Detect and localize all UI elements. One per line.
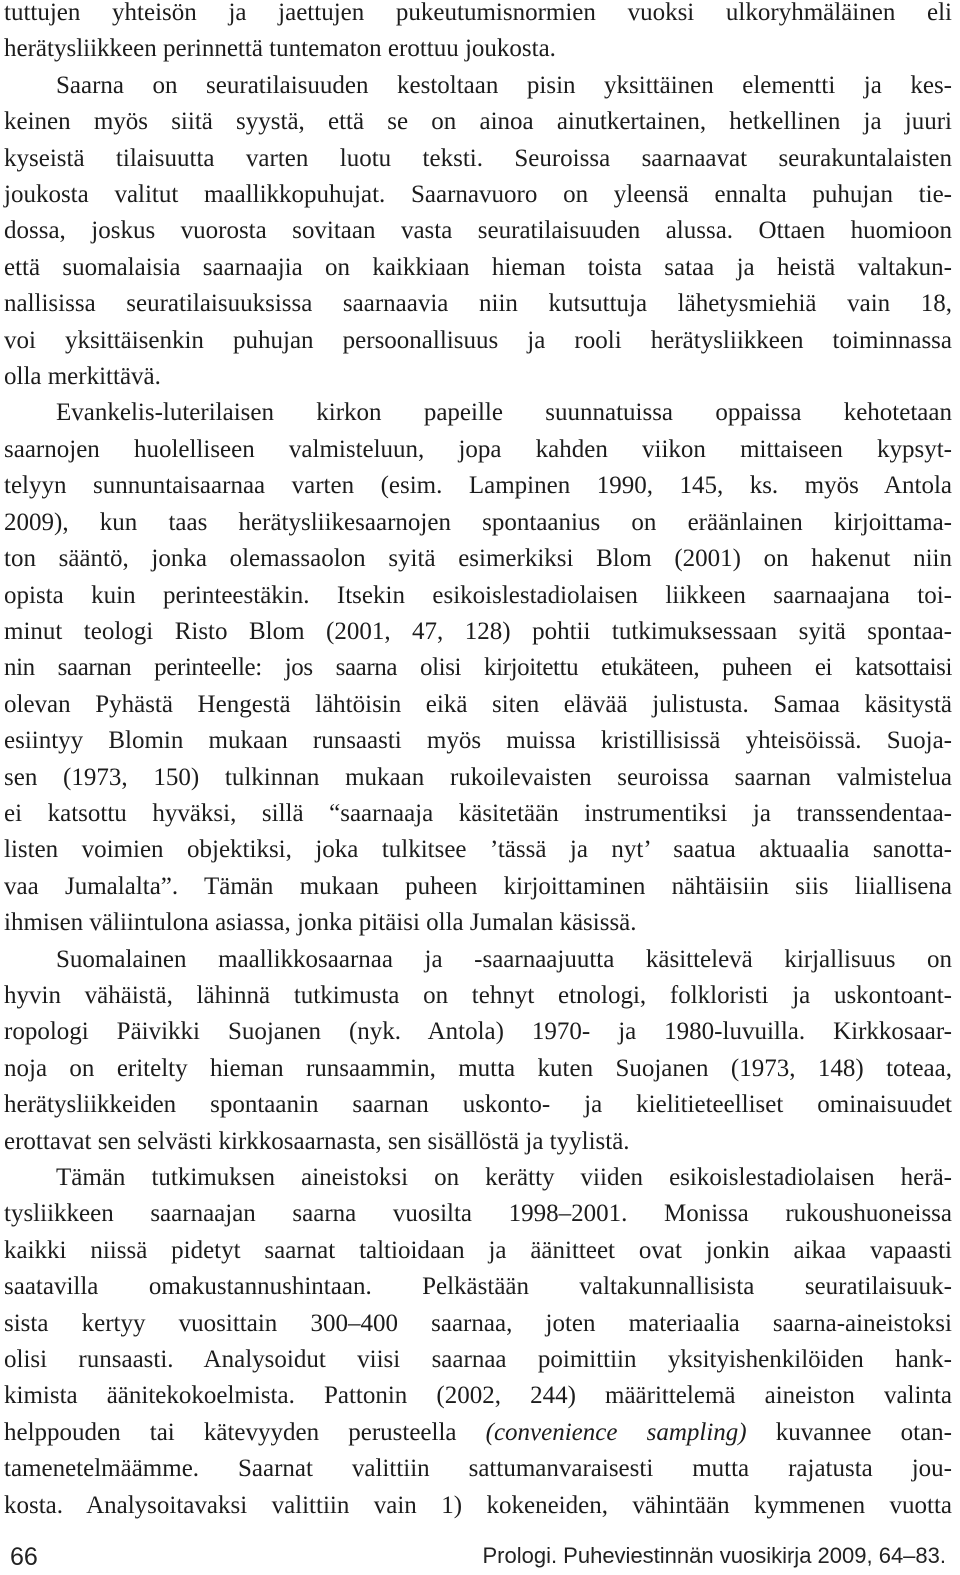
page-footer	[4, 1540, 946, 1570]
text-line: ei katsottu hyväksi, sillä “saarnaaja käsitetään instrumentiksi ja transsendentaa-	[4, 799, 952, 827]
text-line: nin saarnan perinteelle: jos saarna olisi kirjoitettu etukäteen, puheen ei katsottaisi	[4, 654, 952, 682]
text-line: noja on eritelty hieman runsaammin, mutta kuten Suojanen (1973, 148) toteaa,	[4, 1054, 952, 1082]
text-line: nallisissa seuratilaisuuksissa saarnaavia niin kutsuttuja lähetysmiehiä vain 18,	[4, 290, 952, 318]
paragraph-4	[4, 942, 952, 1160]
text-line: voi yksittäisenkin puhujan persoonallisuus ja rooli herätysliikkeen toiminnassa	[4, 326, 952, 354]
text-line: kosta. Analysoitavaksi valittiin vain 1) kokeneiden, vähintään kymmenen vuotta	[4, 1491, 952, 1519]
text-line: herätysliikkeen perinnettä tuntematon erottuu joukosta.	[4, 35, 556, 63]
text-line: vaa Jumalalta”. Tämän mukaan puheen kirjoittaminen nähtäisiin siis liiallisena	[4, 872, 952, 900]
text-fragment: kuvannee otan-	[775, 1418, 952, 1446]
text-line: keinen myös siitä syystä, että se on ainoa ainutkertainen, hetkellinen ja juuri	[4, 108, 952, 136]
text-line: tysliikkeen saarnaajan saarna vuosilta 1998–2001. Monissa rukoushuoneissa	[4, 1200, 952, 1228]
text-line: sen (1973, 150) tulkinnan mukaan rukoilevaisten seuroissa saarnan valmistelua	[4, 763, 952, 791]
text-line: kaikki niissä pidetyt saarnat taltioidaan ja äänitteet ovat jonkin aikaa vapaasti	[4, 1236, 952, 1264]
text-line: tamenetelmäämme. Saarnat valittiin sattumanvaraisesti mutta rajatusta jou-	[4, 1455, 952, 1483]
text-line: joukosta valitut maallikkopuhujat. Saarnavuoro on yleensä ennalta puhujan tie-	[4, 181, 952, 209]
text-line: että suomalaisia saarnaajia on kaikkiaan hieman toista sataa ja heistä valtakun-	[4, 253, 952, 281]
text-line: telyyn sunnuntaisaarnaa varten (esim. Lampinen 1990, 145, ks. myös Antola	[4, 472, 952, 500]
text-fragment: helppouden tai kätevyyden perusteella	[4, 1418, 457, 1446]
text-line: Evankelis-luterilaisen kirkon papeille suunnatuissa oppaissa kehotetaan	[56, 399, 952, 427]
text-line: ropologi Päivikki Suojanen (nyk. Antola) 1970- ja 1980-luvuilla. Kirkkosaar-	[4, 1018, 952, 1046]
text-line: 2009), kun taas herätysliikesaarnojen spontaanius on eräänlainen kirjoittama-	[4, 508, 952, 536]
page-number: 66	[10, 1543, 38, 1571]
text-line: kimista äänitekokoelmista. Pattonin (2002, 244) määrittelemä aineiston valinta	[4, 1382, 952, 1410]
text-line: dossa, joskus vuorosta sovitaan vasta seuratilaisuuden alussa. Ottaen huomioon	[4, 217, 952, 245]
text-line: erottavat sen selvästi kirkkosaarnasta, sen sisällöstä ja tyylistä.	[4, 1127, 630, 1155]
text-line: sista kertyy vuosittain 300–400 saarnaa, joten materiaalia saarna-aineistoksi	[4, 1309, 952, 1337]
paragraph-1	[4, 0, 952, 68]
text-line: saatavilla omakustannushintaan. Pelkästään valtakunnallisista seuratilaisuuk-	[4, 1273, 952, 1301]
text-line: olisi runsaasti. Analysoidut viisi saarnaa poimittiin yksityishenkilöiden hank-	[4, 1346, 952, 1374]
text-line: ihmisen väliintulona asiassa, jonka pitäisi olla Jumalan käsissä.	[4, 909, 637, 937]
text-line: Tämän tutkimuksen aineistoksi on kerätty viiden esikoislestadiolaisen herä-	[56, 1164, 952, 1191]
text-line: olla merkittävä.	[4, 363, 161, 391]
journal-reference: Prologi. Puheviestinnän vuosikirja 2009, 64–83.	[482, 1543, 946, 1568]
text-line-with-italic	[4, 1415, 952, 1451]
text-line: kyseistä tilaisuutta varten luotu teksti. Seuroissa saarnaavat seurakuntalaisten	[4, 144, 952, 172]
text-line: minut teologi Risto Blom (2001, 47, 128) pohtii tutkimuksessaan syitä spontaa-	[4, 617, 952, 645]
text-line: ton sääntö, jonka olemassaolon syitä esimerkiksi Blom (2001) on hakenut niin	[4, 545, 952, 573]
text-line: herätysliikkeiden spontaanin saarnan uskonto- ja kielitieteelliset ominaisuudet	[4, 1091, 952, 1119]
text-line: tuttujen yhteisön ja jaettujen pukeutumisnormien vuoksi ulkoryhmäläinen eli	[4, 0, 952, 26]
page-body	[4, 0, 952, 1524]
paragraph-2	[4, 68, 952, 396]
text-line: hyvin vähäistä, lähinnä tutkimusta on tehnyt etnologi, folkloristi ja uskontoant-	[4, 981, 952, 1009]
text-line: olevan Pyhästä Hengestä lähtöisin eikä siten elävää julistusta. Samaa käsitystä	[4, 690, 952, 718]
text-line: listen voimien objektiksi, joka tulkitsee ’tässä ja nyt’ saatua aktuaalia sanotta-	[4, 836, 952, 864]
paragraph-5	[4, 1160, 952, 1524]
text-line: saarnojen huolelliseen valmisteluun, jopa kahden viikon mittaiseen kypsyt-	[4, 435, 952, 463]
text-line: Saarna on seuratilaisuuden kestoltaan pisin yksittäinen elementti ja kes-	[56, 71, 952, 99]
text-line: opista kuin perinteestäkin. Itsekin esikoislestadiolaisen liikkeen saarnaajana toi-	[4, 581, 952, 609]
italic-term: (convenience sampling)	[485, 1418, 747, 1446]
text-line: Suomalainen maallikkosaarnaa ja -saarnaajuutta käsittelevä kirjallisuus on	[56, 945, 952, 973]
text-line: esiintyy Blomin mukaan runsaasti myös muissa kristillisissä yhteisöissä. Suoja-	[4, 727, 952, 755]
paragraph-3	[4, 395, 952, 941]
